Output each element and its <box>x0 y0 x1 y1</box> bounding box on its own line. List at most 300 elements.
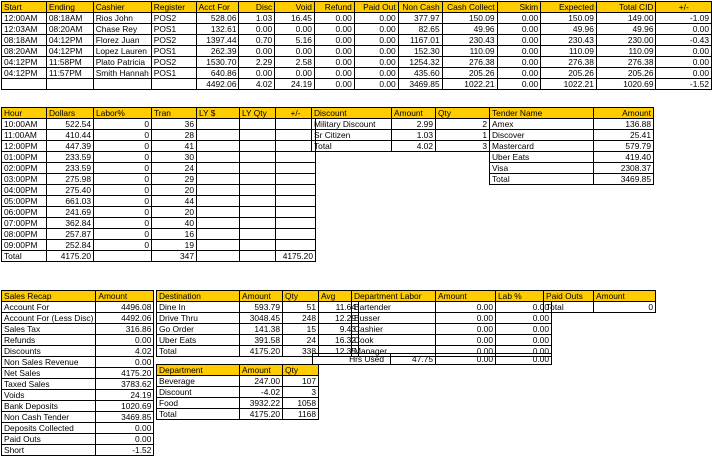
table-row <box>157 398 319 409</box>
table-cell: Manager <box>352 346 436 357</box>
table-cell: Paid Outs <box>2 434 96 445</box>
total-cell: 0 <box>594 302 656 313</box>
table-cell: 110.09 <box>541 46 597 57</box>
col-header: Refund <box>314 2 354 13</box>
table-cell <box>276 141 316 152</box>
col-header: Qty <box>436 108 490 119</box>
table-cell <box>240 141 276 152</box>
table-cell: 276.38 <box>596 57 656 68</box>
table-cell <box>276 196 316 207</box>
table-cell: -1.09 <box>656 13 712 24</box>
table-cell <box>197 152 240 163</box>
total-cell: Total <box>544 302 594 313</box>
table-cell: 252.84 <box>47 240 94 251</box>
table-cell: 0.00 <box>275 46 315 57</box>
table-cell: Florez Juan <box>93 35 151 46</box>
table-cell: 04:12PM <box>2 57 47 68</box>
table-cell: 593.79 <box>240 302 283 313</box>
table-cell: 0.00 <box>656 68 712 79</box>
table-cell: 04:12PM <box>46 46 93 57</box>
total-cell: 0.00 <box>354 79 398 90</box>
discount-rows <box>312 119 490 141</box>
col-header: +/- <box>276 108 316 119</box>
total-cell: 347 <box>152 251 197 262</box>
col-header: Disc <box>239 2 275 13</box>
recap-header-row <box>2 291 154 302</box>
table-row <box>2 368 154 379</box>
table-cell: 257.87 <box>47 229 94 240</box>
table-cell: 152.30 <box>398 46 442 57</box>
table-cell: POS1 <box>151 46 196 57</box>
total-cell: 4175.20 <box>240 409 283 420</box>
table-cell: 661.03 <box>47 196 94 207</box>
total-cell: 1020.69 <box>596 79 656 90</box>
table-cell: Mastercard <box>490 141 594 152</box>
table-cell <box>240 130 276 141</box>
table-cell: 205.26 <box>596 68 656 79</box>
table-cell: 3469.85 <box>96 412 154 423</box>
table-cell: Bartender <box>352 302 436 313</box>
table-row <box>312 130 490 141</box>
total-cell: 3469.85 <box>594 174 654 185</box>
table-cell: 205.26 <box>442 68 497 79</box>
department-labor-table <box>351 290 552 357</box>
table-cell: 0 <box>94 152 152 163</box>
table-row <box>2 174 316 185</box>
table-row <box>490 141 654 152</box>
col-header: Expected <box>541 2 597 13</box>
table-cell: 0.00 <box>354 57 398 68</box>
table-row <box>2 401 154 412</box>
table-cell: -1.52 <box>96 445 154 456</box>
table-cell: Discounts <box>2 346 96 357</box>
table-cell: Drive Thru <box>157 313 240 324</box>
tender-header-row <box>490 108 654 119</box>
table-row <box>2 46 712 57</box>
table-cell: 4492.06 <box>96 313 154 324</box>
col-header: Ending <box>46 2 93 13</box>
table-row <box>490 152 654 163</box>
table-cell: Uber Eats <box>490 152 594 163</box>
table-cell <box>276 119 316 130</box>
table-cell: 275.98 <box>47 174 94 185</box>
table-cell: 2.29 <box>239 57 275 68</box>
total-cell: Total <box>157 409 240 420</box>
table-row <box>2 57 712 68</box>
table-cell: Go Order <box>157 324 240 335</box>
table-cell: 0.00 <box>96 335 154 346</box>
total-cell: Total <box>2 251 47 262</box>
table-row <box>2 24 712 35</box>
table-cell: 12:00PM <box>2 141 47 152</box>
table-cell: 04:12PM <box>2 68 47 79</box>
table-row <box>2 196 316 207</box>
table-cell <box>240 229 276 240</box>
table-cell: 0 <box>94 119 152 130</box>
table-cell: 230.43 <box>442 35 497 46</box>
table-cell <box>197 119 240 130</box>
table-cell: 3783.62 <box>96 379 154 390</box>
table-cell: 0.00 <box>239 24 275 35</box>
table-cell: -4.02 <box>240 387 283 398</box>
col-header: Amount <box>96 291 154 302</box>
col-header: Paid Outs <box>544 291 594 302</box>
table-cell: 233.59 <box>47 163 94 174</box>
table-cell: 0.00 <box>314 35 354 46</box>
table-cell: Discount <box>157 387 240 398</box>
table-row <box>2 423 154 434</box>
destination-header-row <box>157 291 359 302</box>
table-cell: Short <box>2 445 96 456</box>
table-row <box>2 68 712 79</box>
table-cell: POS2 <box>151 57 196 68</box>
table-cell: 0.00 <box>314 68 354 79</box>
table-cell: Visa <box>490 163 594 174</box>
total-cell: 1022.21 <box>541 79 597 90</box>
total-cell <box>151 79 196 90</box>
table-cell <box>276 218 316 229</box>
destination-table <box>156 290 359 357</box>
table-cell <box>240 207 276 218</box>
table-cell: 49.96 <box>596 24 656 35</box>
tender-table <box>489 107 654 185</box>
table-cell <box>197 163 240 174</box>
table-row <box>2 119 316 130</box>
table-cell: 0.00 <box>497 35 541 46</box>
table-cell: 04:12PM <box>46 35 93 46</box>
table-cell: 11:58PM <box>46 57 93 68</box>
total-cell <box>197 251 240 262</box>
table-cell: 0 <box>94 185 152 196</box>
col-header: Amount <box>240 291 283 302</box>
table-cell <box>197 218 240 229</box>
table-cell: 0 <box>94 141 152 152</box>
department-header-row <box>157 365 319 376</box>
table-cell <box>197 174 240 185</box>
table-cell: 0 <box>94 218 152 229</box>
table-cell <box>240 196 276 207</box>
table-cell: 362.84 <box>47 218 94 229</box>
table-cell: 20 <box>152 207 197 218</box>
table-cell: 1058 <box>283 398 319 409</box>
table-row <box>157 335 359 346</box>
table-cell: 0.00 <box>354 68 398 79</box>
table-cell: 0.00 <box>496 324 552 335</box>
table-cell: 4175.20 <box>96 368 154 379</box>
table-cell: 1167.01 <box>398 35 442 46</box>
table-cell <box>276 163 316 174</box>
table-row <box>157 376 319 387</box>
table-cell: Food <box>157 398 240 409</box>
table-cell: 0 <box>94 240 152 251</box>
table-cell: 262.39 <box>196 46 239 57</box>
table-cell: 1 <box>436 130 490 141</box>
table-cell: 0 <box>94 196 152 207</box>
table-cell: 3048.45 <box>240 313 283 324</box>
table-cell: 528.06 <box>196 13 239 24</box>
table-cell: 28 <box>152 130 197 141</box>
table-cell: 0.00 <box>656 46 712 57</box>
table-cell: 44 <box>152 196 197 207</box>
col-header: LY Qty <box>240 108 276 119</box>
table-cell: Voids <box>2 390 96 401</box>
col-header: Avg <box>319 291 359 302</box>
table-cell: 82.65 <box>398 24 442 35</box>
table-cell: POS2 <box>151 13 196 24</box>
table-cell: 08:18AM <box>2 35 47 46</box>
table-cell: 0.70 <box>239 35 275 46</box>
col-header: Start <box>2 2 47 13</box>
table-cell: 49.96 <box>442 24 497 35</box>
total-cell: 0.00 <box>314 79 354 90</box>
table-cell: 11.64 <box>319 302 359 313</box>
table-cell: 0 <box>94 174 152 185</box>
table-cell: 08:00PM <box>2 229 47 240</box>
table-cell: 12.29 <box>319 313 359 324</box>
table-row <box>2 130 316 141</box>
total-cell: 0.00 <box>497 79 541 90</box>
col-header: Register <box>151 2 196 13</box>
table-cell: 51 <box>283 302 319 313</box>
table-cell: 640.86 <box>196 68 239 79</box>
table-cell: Bank Deposits <box>2 401 96 412</box>
table-cell: Uber Eats <box>157 335 240 346</box>
col-header: Destination <box>157 291 240 302</box>
table-cell: 4496.08 <box>96 302 154 313</box>
table-cell <box>197 240 240 251</box>
table-cell: 4.02 <box>96 346 154 357</box>
table-cell <box>276 152 316 163</box>
table-row <box>2 218 316 229</box>
tender-total-row <box>490 174 654 185</box>
table-cell: 04:00PM <box>2 185 47 196</box>
col-header: Amount <box>240 365 283 376</box>
table-cell: 11:00AM <box>2 130 47 141</box>
table-cell: 0.00 <box>314 13 354 24</box>
table-cell <box>197 207 240 218</box>
table-cell: 149.00 <box>596 13 656 24</box>
table-cell: 07:00PM <box>2 218 47 229</box>
col-header: +/- <box>656 2 712 13</box>
table-cell: 0.00 <box>436 302 496 313</box>
table-row <box>2 346 154 357</box>
hrs-used-value: 47.75 <box>391 354 436 365</box>
recap-rows <box>2 302 154 456</box>
table-cell: 141.38 <box>240 324 283 335</box>
table-cell <box>240 218 276 229</box>
table-cell: 230.43 <box>541 35 597 46</box>
table-cell: 0.00 <box>96 357 154 368</box>
table-row <box>2 229 316 240</box>
table-cell: 1020.69 <box>96 401 154 412</box>
total-cell: 12.35 <box>319 346 359 357</box>
table-cell: 0.00 <box>314 46 354 57</box>
total-cell: 4.02 <box>239 79 275 90</box>
sales-recap-table <box>1 290 154 456</box>
table-cell: 24.19 <box>96 390 154 401</box>
total-cell: Total <box>312 141 392 152</box>
table-row <box>2 390 154 401</box>
table-cell: 36 <box>152 119 197 130</box>
table-row <box>2 434 154 445</box>
table-cell: 03:00PM <box>2 174 47 185</box>
table-cell: Sr Citizen <box>312 130 392 141</box>
table-cell: 579.79 <box>594 141 654 152</box>
col-header: Department <box>157 365 240 376</box>
total-cell: 4175.20 <box>47 251 94 262</box>
total-cell <box>46 79 93 90</box>
table-cell: 0.00 <box>354 24 398 35</box>
total-cell: 338 <box>283 346 319 357</box>
table-cell: 248 <box>283 313 319 324</box>
table-cell: 2308.37 <box>594 163 654 174</box>
col-header: Sales Recap <box>2 291 96 302</box>
table-row <box>2 412 154 423</box>
table-cell: Smith Hannah <box>93 68 151 79</box>
discount-total-row <box>312 141 490 152</box>
table-cell <box>197 229 240 240</box>
table-cell: 0.00 <box>354 35 398 46</box>
table-cell: 1.03 <box>392 130 436 141</box>
hourly-total-row <box>2 251 316 262</box>
table-cell: 0.00 <box>96 434 154 445</box>
paid-outs-table <box>543 290 656 313</box>
table-cell: 02:00PM <box>2 163 47 174</box>
hrs-used-row <box>313 354 552 365</box>
table-cell: 08:20AM <box>2 46 47 57</box>
table-cell: 3932.22 <box>240 398 283 409</box>
table-cell: 241.69 <box>47 207 94 218</box>
table-cell: 136.88 <box>594 119 654 130</box>
department-rows <box>157 376 319 409</box>
col-header: Hour <box>2 108 47 119</box>
table-cell: -0.43 <box>656 35 712 46</box>
table-cell: 247.00 <box>240 376 283 387</box>
table-row <box>352 313 552 324</box>
dept-labor-rows <box>352 302 552 357</box>
table-cell: POS2 <box>151 35 196 46</box>
col-header: Paid Out <box>354 2 398 13</box>
table-cell: 435.60 <box>398 68 442 79</box>
table-cell: 29 <box>152 174 197 185</box>
table-cell: 0.00 <box>496 313 552 324</box>
col-header: Qty <box>283 291 319 302</box>
table-cell <box>240 174 276 185</box>
shift-table <box>1 1 712 90</box>
table-cell <box>240 163 276 174</box>
table-cell <box>276 174 316 185</box>
col-header: Tran <box>152 108 197 119</box>
table-cell: Plato Patricia <box>93 57 151 68</box>
table-cell: 19 <box>152 240 197 251</box>
table-cell: 0.00 <box>497 57 541 68</box>
table-cell: Net Sales <box>2 368 96 379</box>
table-row <box>2 35 712 46</box>
table-cell: 12:03AM <box>2 24 47 35</box>
table-row <box>2 379 154 390</box>
table-row <box>2 324 154 335</box>
table-cell: Beverage <box>157 376 240 387</box>
total-cell <box>240 251 276 262</box>
table-row <box>490 119 654 130</box>
table-cell: 0 <box>94 207 152 218</box>
table-cell: Cook <box>352 335 436 346</box>
col-header: Dollars <box>47 108 94 119</box>
table-cell: 2.99 <box>392 119 436 130</box>
total-cell: 4492.06 <box>196 79 239 90</box>
table-cell: 419.40 <box>594 152 654 163</box>
hrs-used-table <box>312 353 552 365</box>
table-cell: Taxed Sales <box>2 379 96 390</box>
discount-table <box>311 107 490 152</box>
total-cell: 1168 <box>283 409 319 420</box>
table-cell: 377.97 <box>398 13 442 24</box>
table-cell: 233.59 <box>47 152 94 163</box>
table-cell: 0.00 <box>656 24 712 35</box>
department-total-row <box>157 409 319 420</box>
table-cell: 1397.44 <box>196 35 239 46</box>
col-header: Non Cash <box>398 2 442 13</box>
table-cell: 08:20AM <box>46 24 93 35</box>
table-cell: 0.00 <box>497 13 541 24</box>
table-row <box>2 335 154 346</box>
col-header: Tender Name <box>490 108 594 119</box>
table-cell: 150.09 <box>442 13 497 24</box>
table-cell: 110.09 <box>442 46 497 57</box>
table-cell: 9.43 <box>319 324 359 335</box>
table-cell: 01:00PM <box>2 152 47 163</box>
shift-rows <box>2 13 712 79</box>
table-cell <box>240 185 276 196</box>
table-cell <box>240 152 276 163</box>
table-cell: 16.45 <box>275 13 315 24</box>
col-header: Qty <box>283 365 319 376</box>
table-cell: 16 <box>152 229 197 240</box>
table-cell: Busser <box>352 313 436 324</box>
col-header: Labor% <box>94 108 152 119</box>
table-row <box>2 152 316 163</box>
col-header: Department Labor <box>352 291 436 302</box>
table-cell: 0.00 <box>96 423 154 434</box>
table-cell: 391.58 <box>240 335 283 346</box>
table-cell: 0.00 <box>497 46 541 57</box>
table-cell <box>197 196 240 207</box>
table-cell: 09:00PM <box>2 240 47 251</box>
table-cell: 276.38 <box>541 57 597 68</box>
table-cell: 0.00 <box>354 13 398 24</box>
col-header: Discount <box>312 108 392 119</box>
table-cell: 41 <box>152 141 197 152</box>
hrs-used-lab-pct: 0.00 <box>496 354 552 365</box>
table-cell <box>240 119 276 130</box>
total-cell: 4175.20 <box>240 346 283 357</box>
table-cell: 1254.32 <box>398 57 442 68</box>
table-cell: 24 <box>283 335 319 346</box>
table-row <box>157 324 359 335</box>
table-row <box>2 207 316 218</box>
table-cell: 0.00 <box>656 57 712 68</box>
table-cell: 0 <box>94 163 152 174</box>
table-cell: 107 <box>283 376 319 387</box>
table-cell: 12:00AM <box>2 13 47 24</box>
col-header: Amount <box>436 291 496 302</box>
table-cell: 0.00 <box>497 24 541 35</box>
table-cell: 49.96 <box>541 24 597 35</box>
table-cell: Non Cash Tender <box>2 412 96 423</box>
table-cell: 0.00 <box>354 46 398 57</box>
table-cell: 0.00 <box>496 302 552 313</box>
table-cell: 05:00PM <box>2 196 47 207</box>
